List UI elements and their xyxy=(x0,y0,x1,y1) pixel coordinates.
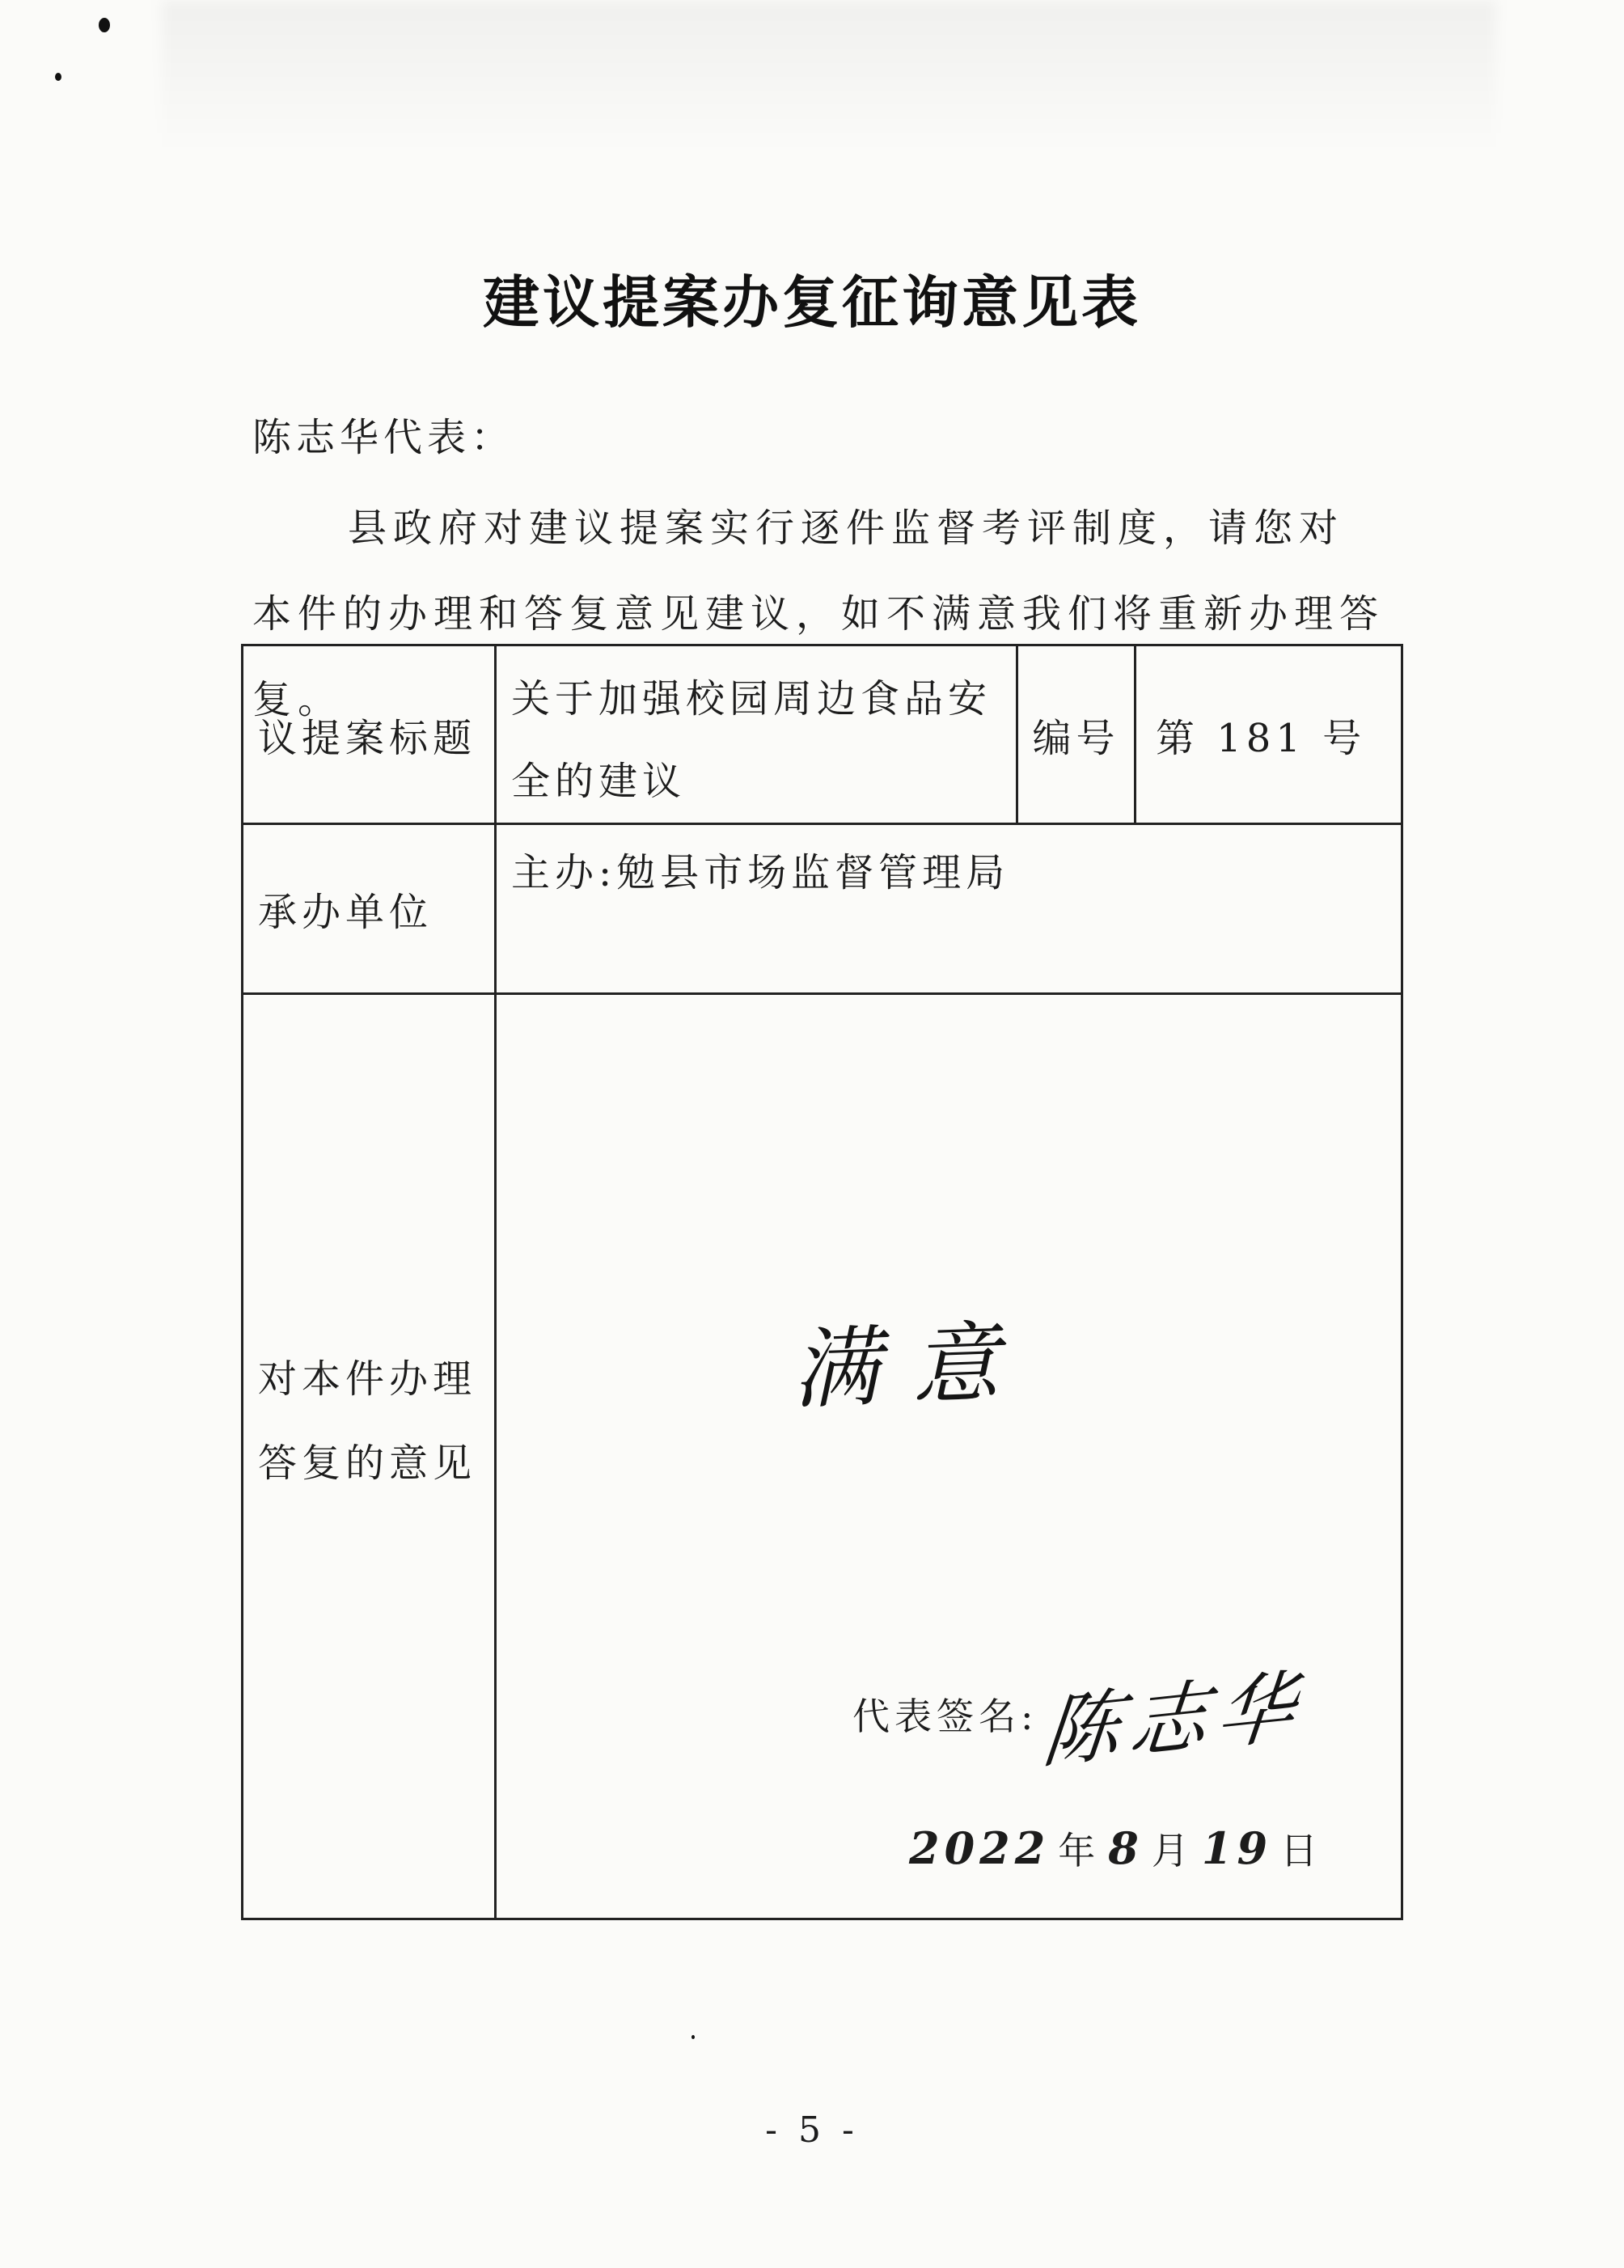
document-title: 建议提案办复征询意见表 xyxy=(483,269,1141,336)
date-year: 2022 xyxy=(909,1822,1051,1874)
topic-label: 议提案标题 xyxy=(243,645,496,824)
handwritten-opinion: 满意 xyxy=(790,1311,1034,1422)
unit-value: 主办:勉县市场监督管理局 xyxy=(496,824,1402,994)
unit-row xyxy=(243,824,1402,994)
date-year-unit: 年 xyxy=(1058,1829,1101,1872)
date-month-unit: 月 xyxy=(1151,1829,1194,1872)
unit-label: 承办单位 xyxy=(243,824,496,994)
greeting: 陈志华代表： xyxy=(252,415,515,460)
topic-value: 关于加强校园周边食品安全的建议 xyxy=(496,645,1017,824)
date-day: 19 xyxy=(1201,1822,1273,1874)
opinion-label-cell xyxy=(243,994,496,1919)
date-month: 8 xyxy=(1108,1822,1144,1874)
opinion-form-table xyxy=(241,644,1403,1920)
date-day-unit: 日 xyxy=(1280,1829,1323,1872)
intro-paragraph: 县政府对建议提案实行逐件监督考评制度，请您对本件的办理和答复意见建议，如不满意我们将重新办理答复。 xyxy=(252,506,1385,722)
topic-row xyxy=(243,645,1402,824)
opinion-row xyxy=(243,994,1402,1919)
number-value: 第 181 号 xyxy=(1136,645,1402,824)
signature-label: 代表签名: xyxy=(852,1694,1038,1738)
opinion-label-line1: 对本件办理 xyxy=(258,1356,477,1402)
opinion-cell xyxy=(496,994,1402,1919)
number-label: 编号 xyxy=(1017,645,1136,824)
scan-speck xyxy=(691,2035,695,2039)
signature-row xyxy=(852,1658,1309,1779)
scan-shadow xyxy=(162,0,1496,154)
opinion-label-line2: 答复的意见 xyxy=(258,1441,477,1486)
date-row xyxy=(909,1822,1330,1875)
scan-speck xyxy=(55,73,61,81)
page-number: - 5 - xyxy=(765,2109,859,2151)
scan-speck xyxy=(99,18,110,32)
handwritten-signature: 陈志华 xyxy=(1038,1660,1309,1779)
